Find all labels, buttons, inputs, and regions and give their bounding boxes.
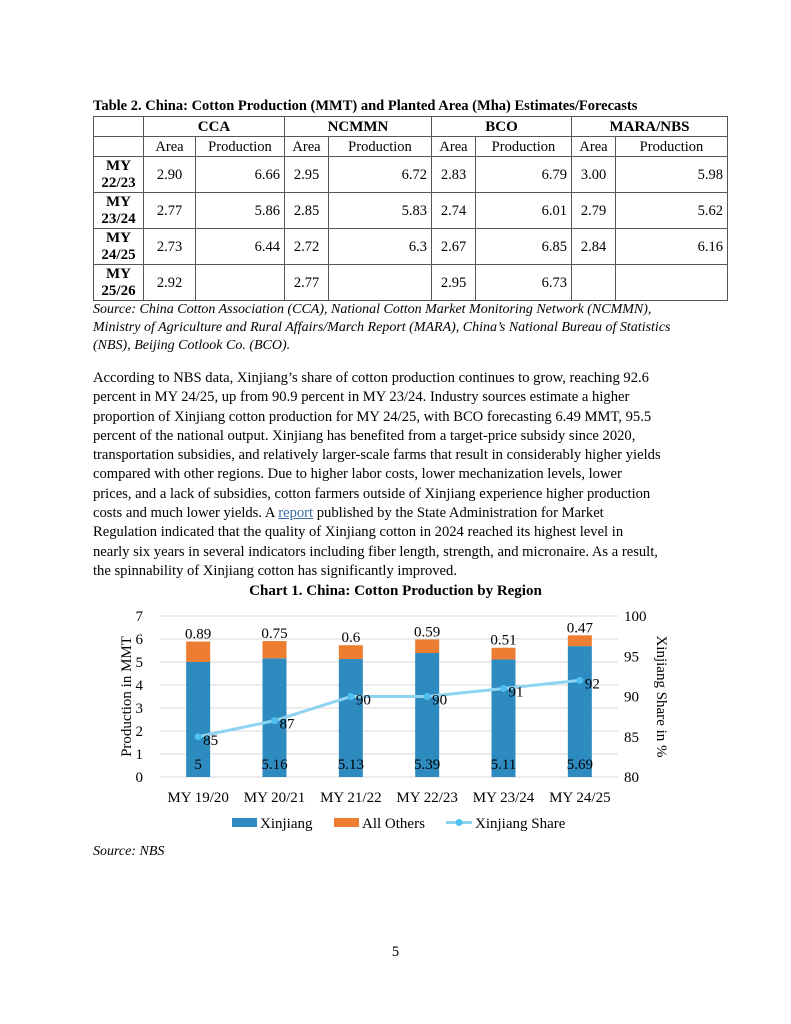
- table-cell: 6.3: [329, 229, 432, 265]
- data-label-all-others: 0.51: [490, 632, 517, 649]
- table-cell: 2.95: [432, 265, 476, 301]
- bar-all-others: [568, 635, 592, 646]
- paragraph-line: compared with other regions. Due to higher labor costs, lower mechanization levels, lower: [93, 466, 622, 483]
- subheader-area: Area: [144, 137, 196, 157]
- y-tick-label: 2: [135, 724, 143, 740]
- data-label-share: 91: [508, 684, 524, 701]
- data-label-xinjiang: 5.13: [337, 757, 364, 773]
- data-label-xinjiang: 5.39: [414, 757, 441, 773]
- paragraph-line: prices, and a lack of subsidies, cotton farmers outside of Xinjiang experience higher production: [93, 485, 651, 502]
- subheader-production: Production: [329, 137, 432, 157]
- table-cell: 2.79: [572, 193, 616, 229]
- subheader-area: Area: [432, 137, 476, 157]
- y2-tick-label: 85: [624, 729, 639, 746]
- bar-all-others: [339, 645, 363, 659]
- paragraph-line: Regulation indicated that the quality of Xinjiang cotton in 2024 reached its highest level in: [93, 524, 624, 541]
- table-cell: 6.72: [329, 157, 432, 193]
- row-label: MY 22/23: [94, 157, 144, 193]
- legend-label-all-others: All Others: [362, 816, 425, 832]
- paragraph-line: percent of the national output. Xinjiang has benefited from a target-price subsidy since 2020,: [93, 427, 636, 444]
- paragraph-line: nearly six years in several indicators including fiber length, strength, and micronaire. As a result,: [93, 543, 658, 560]
- subheader-area: Area: [285, 137, 329, 157]
- subheader-area: Area: [572, 137, 616, 157]
- page-number: 5: [391, 944, 400, 960]
- table-cell: 2.77: [285, 265, 329, 301]
- bar-all-others: [263, 641, 287, 658]
- y-tick-label: 0: [135, 770, 143, 786]
- table-cell: 2.85: [285, 193, 329, 229]
- y-tick-label: 5: [135, 655, 143, 671]
- data-label-share: 92: [584, 676, 600, 693]
- x-tick-label: MY 19/20: [167, 790, 229, 806]
- row-label: MY 23/24: [94, 193, 144, 229]
- bar-all-others: [186, 642, 210, 662]
- group-header: CCA: [144, 117, 285, 137]
- table-cell: 6.73: [476, 265, 572, 301]
- row-label: MY 25/26: [94, 265, 144, 301]
- table-cell: 6.79: [476, 157, 572, 193]
- paragraph-text: published by the State Administration for Market: [313, 505, 604, 522]
- y2-tick-label: 80: [624, 770, 639, 786]
- table-cell: 6.44: [196, 229, 285, 265]
- y-tick-label: 4: [135, 678, 143, 694]
- x-tick-label: MY 20/21: [243, 790, 306, 806]
- y2-tick-label: 90: [624, 689, 639, 706]
- table-cell: 5.98: [616, 157, 728, 193]
- y-tick-label: 3: [135, 701, 143, 717]
- table-cell: 2.83: [432, 157, 476, 193]
- bar-all-others: [415, 639, 439, 653]
- data-label-all-others: 0.47: [566, 620, 593, 637]
- table-title: Table 2. China: Cotton Production (MMT) and Planted Area (Mha) Estimates/Forecasts: [93, 98, 638, 114]
- table-cell: 5.86: [196, 193, 285, 229]
- table-cell: 6.66: [196, 157, 285, 193]
- table-cell: 5.62: [616, 193, 728, 229]
- legend-swatch-all-others: [334, 818, 359, 827]
- legend-label-share: Xinjiang Share: [475, 816, 566, 832]
- group-header: BCO: [432, 117, 572, 137]
- y-tick-label: 6: [135, 632, 143, 648]
- data-label-xinjiang: 5.69: [566, 757, 593, 773]
- table-cell: 6.16: [616, 229, 728, 265]
- data-label-xinjiang: 5.16: [261, 757, 288, 773]
- bar-all-others: [492, 648, 516, 660]
- point-xinjiang-share: [271, 717, 278, 724]
- subheader-production: Production: [196, 137, 285, 157]
- data-label-share: 85: [203, 732, 219, 749]
- subheader-production: Production: [476, 137, 572, 157]
- table-cell: 2.73: [144, 229, 196, 265]
- point-xinjiang-share: [500, 685, 507, 692]
- table-cell: 2.92: [144, 265, 196, 301]
- table-cell: 2.95: [285, 157, 329, 193]
- table-cell: 2.67: [432, 229, 476, 265]
- table-cell: 2.90: [144, 157, 196, 193]
- report-link[interactable]: report: [278, 505, 314, 522]
- y2-tick-label: 95: [624, 649, 639, 666]
- data-label-share: 90: [432, 692, 448, 709]
- group-header: NCMMN: [285, 117, 432, 137]
- x-tick-label: MY 21/22: [320, 790, 382, 806]
- paragraph-line: transportation subsidies, and relatively larger-scale farms that result in considerably higher yields: [93, 447, 661, 464]
- y-axis-title: Production in MMT: [119, 636, 135, 757]
- chart-source: Source: NBS: [93, 844, 165, 859]
- point-xinjiang-share: [195, 733, 202, 740]
- source-line: Source: China Cotton Association (CCA), National Cotton Market Monitoring Network (NCMMN),: [93, 302, 652, 317]
- legend-label-xinjiang: Xinjiang: [260, 816, 313, 832]
- chart-title: Chart 1. China: Cotton Production by Region: [249, 583, 542, 599]
- point-xinjiang-share: [576, 677, 583, 684]
- y-tick-label: 1: [135, 747, 143, 763]
- paragraph-line: According to NBS data, Xinjiang’s share of cotton production continues to grow, reaching 92.6: [93, 370, 649, 386]
- table-cell: 3.00: [572, 157, 616, 193]
- table-cell: 2.84: [572, 229, 616, 265]
- table-cell: 2.77: [144, 193, 196, 229]
- group-header: MARA/NBS: [572, 117, 728, 137]
- subheader-production: Production: [616, 137, 728, 157]
- table-cell: 6.01: [476, 193, 572, 229]
- row-label: MY 24/25: [94, 229, 144, 265]
- data-label-share: 90: [355, 692, 371, 709]
- x-tick-label: MY 24/25: [549, 790, 611, 806]
- table-cell: 2.74: [432, 193, 476, 229]
- table-cell: 5.83: [329, 193, 432, 229]
- x-tick-label: MY 22/23: [396, 790, 458, 806]
- y2-tick-label: 100: [624, 609, 647, 625]
- legend-marker-share: [456, 819, 463, 826]
- y2-axis-title: Xinjiang Share in %: [653, 635, 669, 758]
- y-tick-label: 7: [135, 609, 143, 625]
- data-label-share: 87: [279, 716, 295, 733]
- data-label-all-others: 0.6: [341, 630, 361, 647]
- data-label-all-others: 0.59: [414, 624, 441, 641]
- data-label-xinjiang: 5: [194, 757, 202, 773]
- paragraph-line: proportion of Xinjiang cotton production for MY 24/25, with BCO forecasting 6.49 MMT, 95.5: [93, 408, 652, 425]
- paragraph-text: costs and much lower yields. A: [93, 505, 279, 522]
- source-line: (NBS), Beijing Cotlook Co. (BCO).: [93, 338, 291, 353]
- x-tick-label: MY 23/24: [472, 790, 535, 806]
- table-cell: 6.85: [476, 229, 572, 265]
- data-label-all-others: 0.75: [261, 626, 288, 643]
- data-label-all-others: 0.89: [185, 626, 212, 643]
- point-xinjiang-share: [424, 693, 431, 700]
- table-cell: 2.72: [285, 229, 329, 265]
- paragraph-line: percent in MY 24/25, up from 90.9 percent in MY 23/24. Industry sources estimate a higher: [93, 389, 630, 406]
- source-line: Ministry of Agriculture and Rural Affairs/March Report (MARA), China’s National Bureau of Statistics: [93, 320, 671, 335]
- point-xinjiang-share: [347, 693, 354, 700]
- data-label-xinjiang: 5.11: [490, 757, 517, 773]
- legend-swatch-xinjiang: [232, 818, 257, 827]
- paragraph-line: the spinnability of Xinjiang cotton has significantly improved.: [93, 562, 457, 579]
